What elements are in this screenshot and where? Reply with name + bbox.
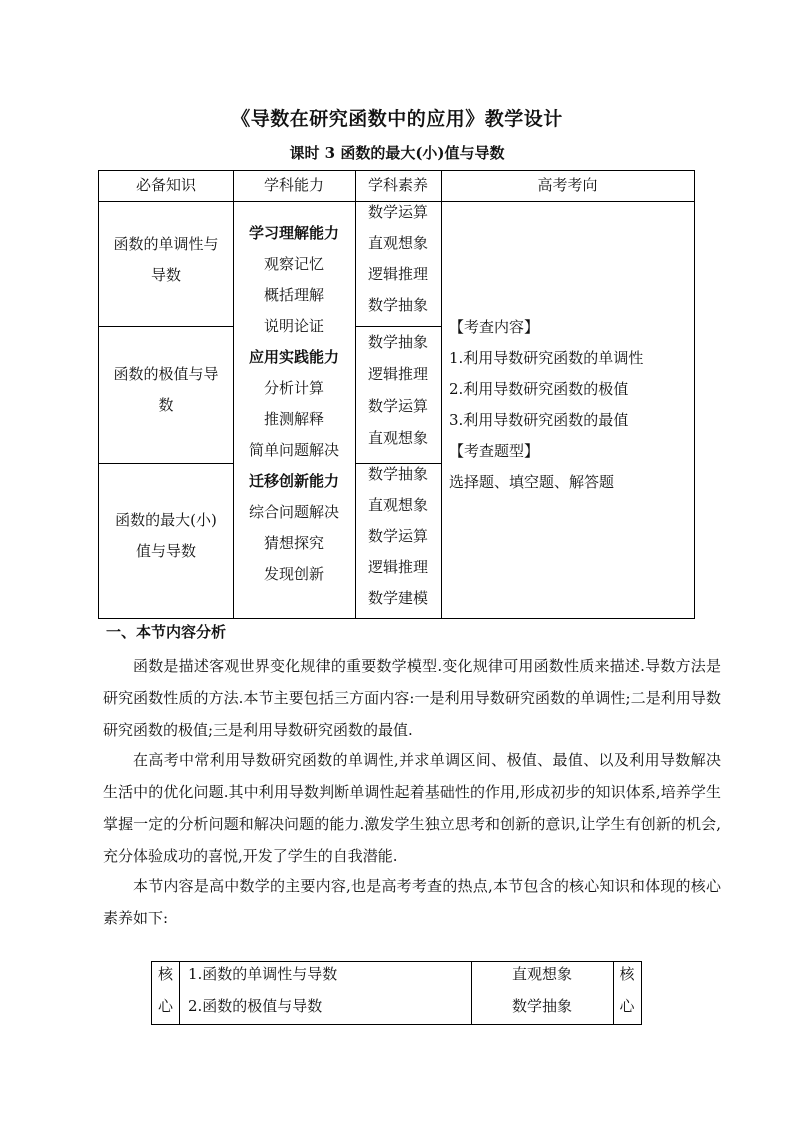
main-table <box>98 170 695 619</box>
ability-list: 学习理解能力 观察记忆 概括理解 说明论证 应用实践能力 分析计算 推测解释 简单问题解决 迁移创新能力 综合问题解决 猜想探究 发现创新 <box>248 224 339 583</box>
header-literacy: 学科素养 <box>367 176 428 194</box>
document-title: 《导数在研究函数中的应用》教学设计 <box>231 108 563 130</box>
knowledge-cell-2: 函数的极值与导 数 <box>113 365 219 414</box>
literacy-cell-1: 数学运算 直观想象 逻辑推理 数学抽象 <box>367 203 428 314</box>
core-literacy: 直观想象 数学抽象 <box>511 965 572 1015</box>
paragraph-2: 在高考中常利用导数研究函数的单调性,并求单调区间、极值、最值、以及利用导数解决生活中的优化问题.其中利用导数判断单调性起着基础性的作用,形成初步的知识体系,培养学生掌握一定的分析问题和解决问题的能力.激发学生独立思考和创新的意识,让学生有创新的机会,充分体验成功的喜悦,开发了学生的自我潜能. <box>103 751 721 865</box>
document-subtitle: 课时 3 函数的最大(小)值与导数 <box>289 144 505 162</box>
header-knowledge: 必备知识 <box>135 176 196 194</box>
core-table <box>151 961 642 1025</box>
section-heading: 一、本节内容分析 <box>106 623 227 641</box>
core-left-label: 核 心 <box>157 965 173 1015</box>
literacy-cell-3: 数学抽象 直观想象 数学运算 逻辑推理 数学建模 <box>367 465 428 607</box>
core-right-label: 核 心 <box>619 965 635 1015</box>
knowledge-cell-1: 函数的单调性与 导数 <box>113 235 219 284</box>
exam-direction: 【考查内容】 1.利用导数研究函数的单调性 2.利用导数研究函数的极值 3.利用导数研究函数的最值 【考查题型】 选择题、填空题、解答题 <box>449 312 689 498</box>
header-ability: 学科能力 <box>263 176 324 194</box>
paragraph-3: 本节内容是高中数学的主要内容,也是高考考查的热点,本节包含的核心知识和体现的核心素养如下: <box>103 877 721 927</box>
header-exam: 高考考向 <box>537 176 598 194</box>
knowledge-cell-3: 函数的最大(小) 值与导数 <box>115 511 217 560</box>
exam-type-heading: 【考查题型】 <box>449 442 540 460</box>
exam-content-heading: 【考查内容】 <box>449 318 540 336</box>
core-knowledge: 1.函数的单调性与导数 2.函数的极值与导数 <box>188 965 338 1015</box>
paragraph-1: 函数是描述客观世界变化规律的重要数学模型.变化规律可用函数性质来描述.导数方法是研究函数性质的方法.本节主要包括三方面内容:一是利用导数研究函数的单调性;二是利用导数研究函数的极值;三是利用导数研究函数的最值. <box>103 657 721 739</box>
literacy-cell-2: 数学抽象 逻辑推理 数学运算 直观想象 <box>367 333 428 447</box>
